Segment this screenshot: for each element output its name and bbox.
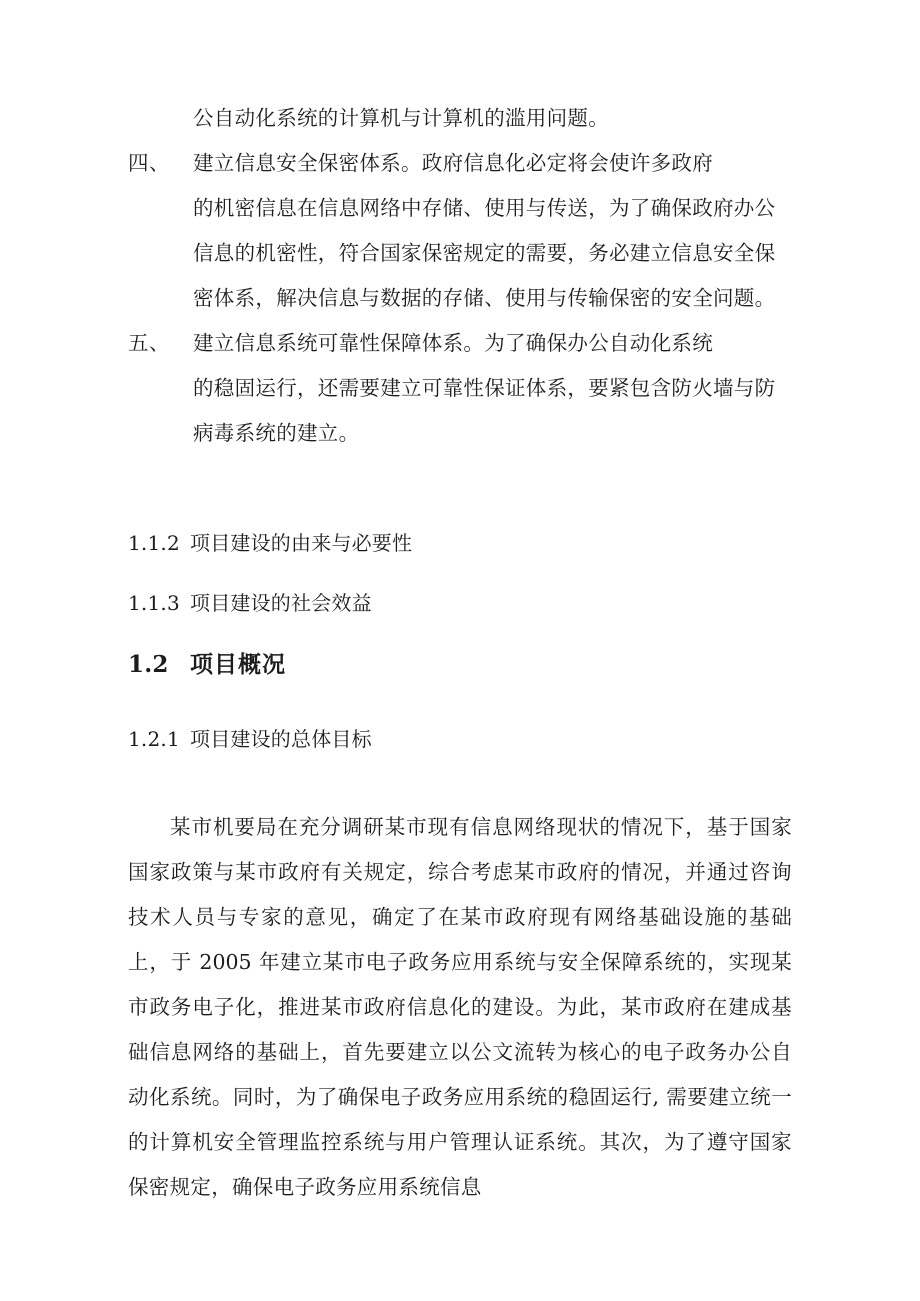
list-item-5-text-line-1: 建立信息系统可靠性保障体系。为了确保办公自动化系统 <box>193 331 713 355</box>
list-item-5-line-1 <box>128 321 792 366</box>
heading-1-2 <box>128 650 286 680</box>
heading-1-1-3-title: 项目建设的社会效益 <box>190 591 372 615</box>
heading-1-2-number: 1.2 <box>128 651 169 678</box>
heading-1-2-1 <box>128 724 372 754</box>
list-item-5-line-2 <box>128 366 792 411</box>
heading-1-2-1-number: 1.2.1 <box>128 727 180 751</box>
heading-1-1-2 <box>128 528 412 558</box>
body-segment-year: 2005 <box>199 949 252 974</box>
list-item-5-text-line-2: 的稳固运行，还需要建立可靠性保证体系，要紧包含防火墙与防 <box>193 376 776 400</box>
list-item-4-text-line-4: 密体系，解决信息与数据的存储、使用与传输保密的安全问题。 <box>193 286 776 310</box>
list-item-5-text-line-3: 病毒系统的建立。 <box>193 421 360 445</box>
body-segment-2: 年建立某市电子政务应用系统与安全保障系统的，实现某市政务电子化，推进某市政府信息化的建设。为此，某市政府在建成基础信息网络的基础上，首先要建立以公文流转为核心的电子政务办公自动化系统。同时，为了确保电子政务应用系统的稳固运行, 需要建立统一的计算机安全管理监控系统与用户管理认证系统。其次，为了遵守国家保密规定，确保电子政务应用系统信息 <box>128 949 792 1199</box>
list-item-4-line-2 <box>128 186 792 231</box>
list-marker-5: 五、 <box>128 331 170 355</box>
heading-1-1-2-title: 项目建设的由来与必要性 <box>190 531 413 555</box>
list-item-4-text-line-2: 的机密信息在信息网络中存储、使用与传送，为了确保政府办公 <box>193 196 776 220</box>
continuation-line-row <box>128 96 792 141</box>
body-paragraph <box>128 805 792 1210</box>
heading-1-1-2-number: 1.1.2 <box>128 531 180 555</box>
heading-1-2-title: 项目概况 <box>190 652 286 678</box>
list-marker-4: 四、 <box>128 151 170 175</box>
heading-1-1-3-number: 1.1.3 <box>128 591 180 615</box>
heading-1-2-1-title: 项目建设的总体目标 <box>190 727 372 751</box>
body-segment-1: 某市机要局在充分调研某市现有信息网络现状的情况下，基于国家国家政策与某市政府有关规定，综合考虑某市政府的情况，并通过咨询技术人员与专家的意见，确定了在某市政府现有网络基础设施的基础上，于 <box>128 814 792 974</box>
list-item-4-line-4 <box>128 276 792 321</box>
list-item-5-line-3 <box>128 411 792 456</box>
heading-1-1-3 <box>128 588 372 618</box>
continuation-line-text: 公自动化系统的计算机与计算机的滥用问题。 <box>193 106 609 130</box>
numbered-list-block <box>128 96 792 456</box>
list-item-4-text-line-3: 信息的机密性，符合国家保密规定的需要，务必建立信息安全保 <box>193 241 776 265</box>
list-item-4-line-3 <box>128 231 792 276</box>
list-item-4-text-line-1: 建立信息安全保密体系。政府信息化必定将会使许多政府 <box>193 151 713 175</box>
list-item-4-line-1 <box>128 141 792 186</box>
